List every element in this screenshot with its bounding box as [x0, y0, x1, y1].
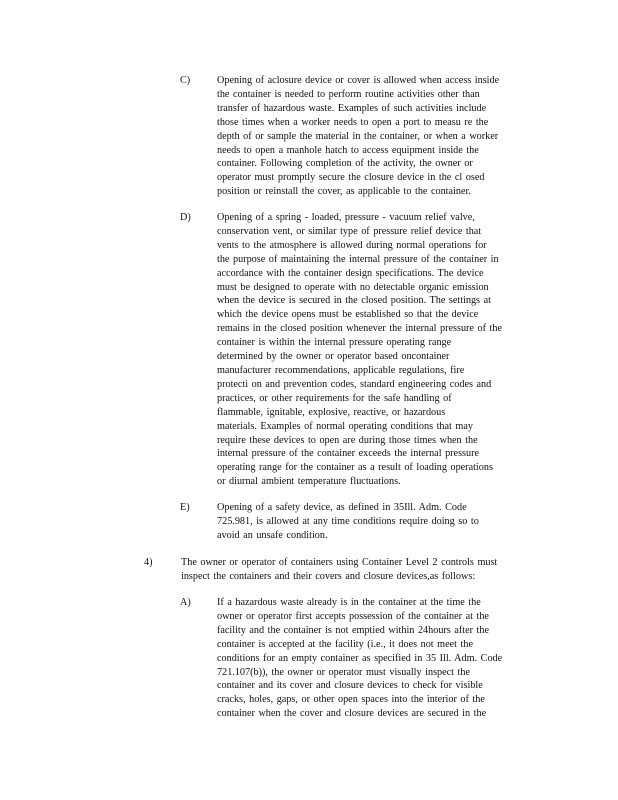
- item-text: [217, 596, 502, 721]
- text-line: owner or operator first accepts possession of the container at the: [217, 610, 489, 622]
- text-line: which the device opens must be established so that the device: [217, 309, 479, 321]
- item-label: D): [180, 212, 191, 223]
- item-text: [217, 501, 479, 543]
- text-line: conservation vent, or similar type of pressure relief device that: [217, 225, 482, 237]
- text-line: 721.107(b)), the owner or operator must visually inspect the: [217, 666, 471, 678]
- text-line: container when the cover and closure devices are secured in the: [217, 708, 487, 720]
- text-line: or diurnal ambient temperature fluctuations.: [217, 476, 401, 488]
- text-line: avoid an unsafe condition.: [217, 529, 328, 541]
- text-line: manufacturer recommendations, applicable regulations, fire: [217, 364, 465, 376]
- text-line: operating range for the container as a result of loading operations: [217, 462, 493, 474]
- text-line: container. Following completion of the activity, the owner or: [217, 158, 473, 170]
- text-line: accordance with the container design specifications. The device: [217, 267, 484, 279]
- text-line: depth of or sample the material in the container, or when a worker: [217, 130, 499, 142]
- text-line: 725.981, is allowed at any time conditions require doing so to: [217, 515, 479, 527]
- item-label: A): [180, 597, 191, 608]
- text-line: inspect the containers and their covers and closure devices,as follows:: [181, 570, 476, 582]
- text-line: those times when a worker needs to open a port to measu re the: [217, 116, 489, 128]
- text-line: If a hazardous waste already is in the container at the time the: [217, 597, 481, 608]
- text-line: Opening of a safety device, as defined in 35Ill. Adm. Code: [217, 502, 467, 513]
- text-line: Opening of a spring - loaded, pressure - vacuum relief valve,: [217, 212, 475, 223]
- text-line: determined by the owner or operator based oncontainer: [217, 351, 450, 363]
- text-line: require these devices to open are during those times when the: [217, 434, 478, 446]
- text-line: vents to the atmosphere is allowed during normal operations for: [217, 239, 487, 251]
- text-line: operator must promptly secure the closure device in the cl osed: [217, 172, 485, 184]
- text-line: materials. Examples of normal operating conditions that may: [217, 420, 473, 432]
- item-text: [217, 74, 499, 199]
- text-line: cracks, holes, gaps, or other open spaces into the interior of the: [217, 694, 485, 706]
- text-line: the container is needed to perform routine activities other than: [217, 88, 480, 100]
- text-line: Opening of aclosure device or cover is allowed when access inside: [217, 75, 500, 86]
- text-line: container is accepted at the facility (i.e., it does not meet the: [217, 638, 473, 650]
- text-line: position or reinstall the cover, as applicable to the container.: [217, 186, 471, 198]
- text-line: when the device is secured in the closed position. The settings at: [217, 295, 491, 307]
- text-line: conditions for an empty container as specified in 35 Ill. Adm. Code: [217, 652, 503, 664]
- text-line: flammable, ignitable, explosive, reactive, or hazardous: [217, 406, 446, 418]
- text-line: remains in the closed position whenever the internal pressure of the: [217, 323, 502, 335]
- item-label: 4): [144, 557, 153, 568]
- item-text: [217, 211, 502, 489]
- text-line: transfer of hazardous waste. Examples of such activities include: [217, 102, 487, 114]
- text-line: container is within the internal pressure operating range: [217, 337, 452, 349]
- text-line: container and its cover and closure devices to check for visible: [217, 680, 483, 692]
- item-label: C): [180, 75, 191, 86]
- item-text: [181, 556, 497, 584]
- item-label: E): [180, 502, 190, 513]
- text-line: practices, or other requirements for the safe handling of: [217, 392, 452, 404]
- text-line: must be designed to operate with no detectable organic emission: [217, 281, 489, 293]
- text-line: facility and the container is not emptied within 24hours after the: [217, 624, 489, 636]
- text-line: internal pressure of the container exceeds the internal pressure: [217, 448, 480, 460]
- text-line: protecti on and prevention codes, standard engineering codes and: [217, 378, 492, 390]
- text-line: the purpose of maintaining the internal pressure of the container in: [217, 253, 499, 265]
- text-line: needs to open a manhole hatch to access equipment inside the: [217, 144, 479, 156]
- text-line: The owner or operator of containers using Container Level 2 controls must: [181, 557, 498, 568]
